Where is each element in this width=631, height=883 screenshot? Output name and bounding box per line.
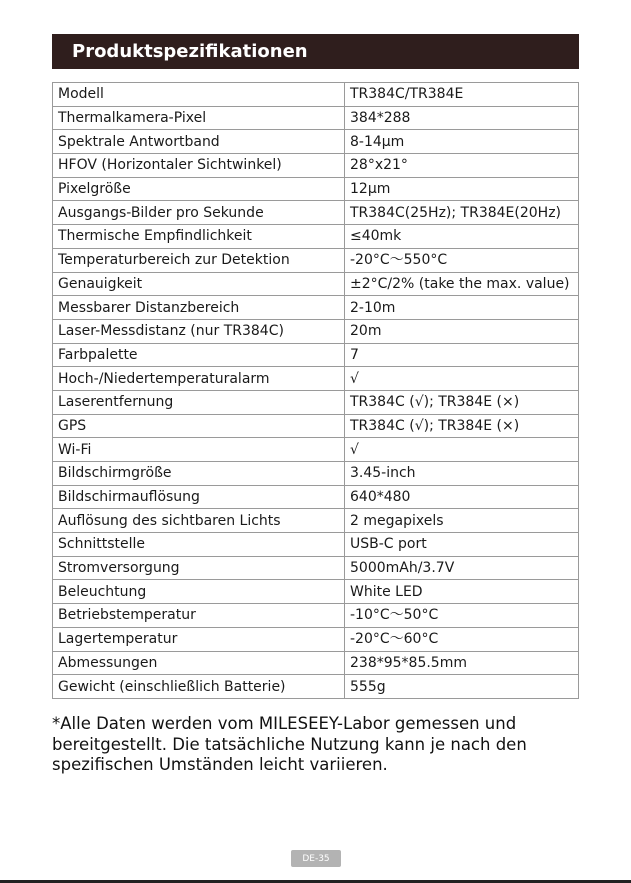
- spec-label: Laserentfernung: [53, 390, 345, 414]
- spec-table: [52, 82, 579, 699]
- table-row: [53, 248, 579, 272]
- table-row: [53, 556, 579, 580]
- table-row: [53, 319, 579, 343]
- spec-label: Modell: [53, 83, 345, 107]
- spec-label: HFOV (Horizontaler Sichtwinkel): [53, 154, 345, 178]
- spec-label: Auflösung des sichtbaren Lichts: [53, 509, 345, 533]
- spec-value: 640*480: [345, 485, 579, 509]
- spec-value: 28°x21°: [345, 154, 579, 178]
- table-row: [53, 414, 579, 438]
- table-row: [53, 296, 579, 320]
- spec-value: 2-10m: [345, 296, 579, 320]
- spec-value: ±2°C/2% (take the max. value): [345, 272, 579, 296]
- spec-label: Abmessungen: [53, 651, 345, 675]
- spec-value: 384*288: [345, 106, 579, 130]
- table-row: [53, 533, 579, 557]
- table-row: [53, 367, 579, 391]
- spec-value: TR384C (√); TR384E (×): [345, 390, 579, 414]
- spec-label: Temperaturbereich zur Detektion: [53, 248, 345, 272]
- spec-label: Genauigkeit: [53, 272, 345, 296]
- spec-value: -20°C～550°C: [345, 248, 579, 272]
- table-row: [53, 627, 579, 651]
- spec-label: Betriebstemperatur: [53, 604, 345, 628]
- spec-label: Bildschirmgröße: [53, 462, 345, 486]
- spec-label: Laser-Messdistanz (nur TR384C): [53, 319, 345, 343]
- spec-value: 238*95*85.5mm: [345, 651, 579, 675]
- spec-label: GPS: [53, 414, 345, 438]
- spec-value: 555g: [345, 675, 579, 699]
- spec-value: 20m: [345, 319, 579, 343]
- spec-label: Thermische Empfindlichkeit: [53, 225, 345, 249]
- table-row: [53, 485, 579, 509]
- spec-label: Spektrale Antwortband: [53, 130, 345, 154]
- section-title: Produktspezifikationen: [72, 41, 308, 62]
- spec-label: Gewicht (einschließlich Batterie): [53, 675, 345, 699]
- page-number-badge: [291, 850, 341, 867]
- spec-value: -10°C～50°C: [345, 604, 579, 628]
- table-row: [53, 130, 579, 154]
- spec-value: √: [345, 438, 579, 462]
- table-row: [53, 225, 579, 249]
- spec-label: Messbarer Distanzbereich: [53, 296, 345, 320]
- spec-label: Farbpalette: [53, 343, 345, 367]
- spec-value: 5000mAh/3.7V: [345, 556, 579, 580]
- spec-value: 3.45-inch: [345, 462, 579, 486]
- table-row: [53, 177, 579, 201]
- spec-label: Bildschirmauflösung: [53, 485, 345, 509]
- spec-value: TR384C(25Hz); TR384E(20Hz): [345, 201, 579, 225]
- spec-value: TR384C (√); TR384E (×): [345, 414, 579, 438]
- table-row: [53, 509, 579, 533]
- spec-label: Beleuchtung: [53, 580, 345, 604]
- spec-value: -20°C～60°C: [345, 627, 579, 651]
- spec-label: Hoch-/Niedertemperaturalarm: [53, 367, 345, 391]
- spec-value: √: [345, 367, 579, 391]
- spec-value: 8-14μm: [345, 130, 579, 154]
- page-number: DE-35: [302, 853, 330, 864]
- table-row: [53, 343, 579, 367]
- section-header: [52, 34, 579, 69]
- table-row: [53, 154, 579, 178]
- table-row: [53, 651, 579, 675]
- spec-value: TR384C/TR384E: [345, 83, 579, 107]
- spec-value: USB-C port: [345, 533, 579, 557]
- spec-label: Pixelgröße: [53, 177, 345, 201]
- table-row: [53, 272, 579, 296]
- spec-label: Wi-Fi: [53, 438, 345, 462]
- spec-label: Schnittstelle: [53, 533, 345, 557]
- table-row: [53, 462, 579, 486]
- table-row: [53, 675, 579, 699]
- table-row: [53, 438, 579, 462]
- spec-value: White LED: [345, 580, 579, 604]
- spec-value: 2 megapixels: [345, 509, 579, 533]
- spec-label: Stromversorgung: [53, 556, 345, 580]
- table-row: [53, 201, 579, 225]
- spec-value: 12μm: [345, 177, 579, 201]
- spec-value: 7: [345, 343, 579, 367]
- table-row: [53, 580, 579, 604]
- spec-label: Ausgangs-Bilder pro Sekunde: [53, 201, 345, 225]
- table-row: [53, 106, 579, 130]
- spec-label: Thermalkamera-Pixel: [53, 106, 345, 130]
- table-row: [53, 83, 579, 107]
- table-row: [53, 604, 579, 628]
- disclaimer-note: *Alle Daten werden vom MILESEEY-Labor gemessen und bereitgestellt. Die tatsächliche Nutzung kann je nach den spezifischen Umständen leicht variieren.: [52, 714, 527, 774]
- spec-value: ≤40mk: [345, 225, 579, 249]
- table-row: [53, 390, 579, 414]
- spec-label: Lagertemperatur: [53, 627, 345, 651]
